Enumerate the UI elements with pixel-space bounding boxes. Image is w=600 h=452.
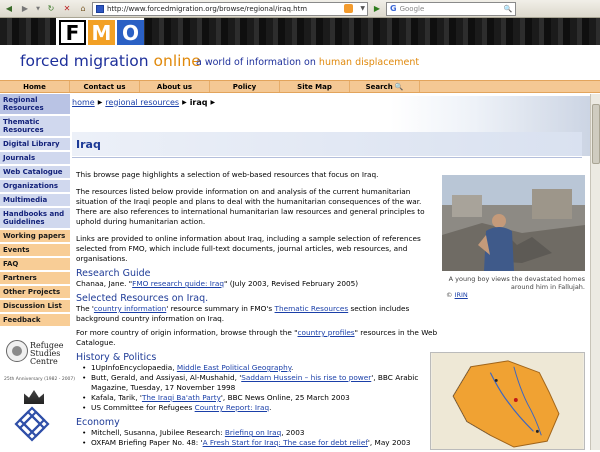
history-link[interactable]: Country Report: Iraq <box>194 403 270 412</box>
history-link[interactable]: The Iraqi Ba'ath Party <box>141 393 221 402</box>
history-link[interactable]: Saddam Hussein – his rise to power <box>241 373 372 382</box>
rsc-logo[interactable] <box>2 340 76 388</box>
reload-icon[interactable]: ↻ <box>47 4 55 13</box>
research-guide-heading: Research Guide <box>76 268 151 279</box>
search-icon: 🔍 <box>394 82 404 91</box>
rsc-crest-icon <box>6 340 28 362</box>
text: ', BBC Arabic Magazine, Tuesday, 17 November 1998 <box>91 373 419 392</box>
history-heading: History & Politics <box>76 352 157 363</box>
search-box[interactable] <box>386 2 516 16</box>
nav-contact-us[interactable]: Contact us <box>70 81 140 92</box>
list-item <box>76 428 438 438</box>
list-item <box>76 373 438 393</box>
text: , 2003 <box>281 428 305 437</box>
text: 1UpInfoEncyclopaedia, <box>91 363 177 372</box>
nav-filler <box>420 81 600 92</box>
go-icon[interactable]: ▶ <box>373 4 381 13</box>
tagline-text: a world of information on <box>196 57 316 68</box>
breadcrumb-arrow-icon: ▶ <box>210 98 216 106</box>
dropdown-icon[interactable]: ▼ <box>36 5 40 12</box>
iraq-map[interactable] <box>430 352 585 450</box>
intro-text: This browse page highlights a selection of web-based resources that focus on Iraq. <box>76 170 379 179</box>
selected-resources-heading: Selected Resources on Iraq. <box>76 293 209 304</box>
site-banner <box>0 45 600 80</box>
text: " resources in the Web Catalogue. <box>76 328 438 347</box>
nav-site-map[interactable]: Site Map <box>280 81 350 92</box>
nav-policy[interactable]: Policy <box>210 81 280 92</box>
page-title: Iraq <box>72 132 582 156</box>
text: Kafala, Tarik, ' <box>91 393 142 402</box>
country-information-link[interactable]: country information <box>93 304 167 313</box>
url-text: http://www.forcedmigration.org/browse/regional/iraq.htm <box>107 4 308 13</box>
list-item <box>76 393 438 403</box>
crown-icon <box>24 390 44 404</box>
logo-letter-f: F <box>59 20 86 45</box>
sidebar-item-working-papers[interactable]: Working papers <box>0 230 70 244</box>
sidebar <box>0 94 70 328</box>
thematic-resources-link[interactable]: Thematic Resources <box>274 304 349 313</box>
research-guide-date: (July 2003, Revised February 2005) <box>229 279 359 288</box>
economy-list <box>76 428 438 448</box>
browser-toolbar <box>0 0 600 18</box>
sidebar-item-digital-library[interactable]: Digital Library <box>0 138 70 152</box>
sidebar-item-organizations[interactable]: Organizations <box>0 180 70 194</box>
description-text: The resources listed below provide information on and analysis of the current humanitarian situation of the Iraqi people and plans to deal with the humanitarian consequences of the war. There are also references to international humanitarian law resources and general principles to uphold during humanitarian action. <box>76 187 425 226</box>
selected-line-2 <box>76 328 438 348</box>
rsc-anniversary: 25th Anniversary (1982 - 2007) <box>4 377 76 382</box>
photo-caption-block <box>442 275 585 299</box>
search-placeholder: Google <box>399 4 425 13</box>
home-icon[interactable]: ⌂ <box>80 4 86 13</box>
economy-link[interactable]: A Fresh Start for Iraq: The case for debt relief <box>202 438 368 447</box>
research-guide-entry: Chanaa, Jane. "FMO research guide: Iraq" (July 2003, Revised February 2005) <box>76 279 359 288</box>
photo-credit-link[interactable]: IRIN <box>454 291 468 299</box>
breadcrumb-regional[interactable]: regional resources <box>105 97 180 107</box>
site-title <box>20 52 201 70</box>
sidebar-item-thematic-resources[interactable]: Thematic Resources <box>0 116 70 138</box>
history-link[interactable]: Middle East Political Geography <box>176 363 291 372</box>
nav-home[interactable]: Home <box>0 81 70 92</box>
sidebar-item-faq[interactable]: FAQ <box>0 258 70 272</box>
sidebar-item-handbooks[interactable]: Handbooks and Guidelines <box>0 208 70 230</box>
sidebar-item-partners[interactable]: Partners <box>0 272 70 286</box>
main-content <box>76 170 438 452</box>
links-text: Links are provided to online information about Iraq, including a sample selection of references selected from FMO, which include full-text documents, journal articles, web resources, and organisations. <box>76 234 421 263</box>
breadcrumb <box>72 96 412 108</box>
country-profiles-link[interactable]: country profiles <box>297 328 355 337</box>
history-list <box>76 363 438 413</box>
text: ', May 2003 <box>367 438 411 447</box>
knot-logo-icon[interactable] <box>12 404 52 444</box>
text: . <box>269 403 272 412</box>
list-item <box>76 403 438 413</box>
stop-icon[interactable]: ✕ <box>63 4 71 13</box>
scrollbar-thumb[interactable] <box>592 104 600 164</box>
nav-search-label: Search <box>365 82 393 91</box>
sidebar-item-events[interactable]: Events <box>0 244 70 258</box>
search-icon[interactable]: 🔍 <box>503 4 513 13</box>
text: Butt, Gerald, and Assiyasi, Al-Mushahid, ' <box>91 373 242 382</box>
sidebar-item-multimedia[interactable]: Multimedia <box>0 194 70 208</box>
economy-heading: Economy <box>76 417 120 428</box>
google-icon: G <box>390 4 397 13</box>
text: . <box>290 363 294 372</box>
main-nav <box>0 80 600 93</box>
site-tagline <box>196 57 419 68</box>
nav-search[interactable] <box>350 81 420 92</box>
tagline-highlight: human displacement <box>318 57 420 68</box>
rss-feed-icon[interactable] <box>344 4 353 13</box>
list-item <box>76 363 438 373</box>
text: US Committee for Refugees <box>91 403 195 412</box>
logo-letter-m: M <box>88 20 115 45</box>
text: section includes background country information on Iraq. <box>76 304 410 323</box>
page-scrollbar[interactable] <box>590 94 600 450</box>
research-guide-author: Chanaa, Jane. <box>76 279 127 288</box>
breadcrumb-arrow-icon: ▶ <box>97 98 103 106</box>
text: ' resource summary in FMO's <box>166 304 275 313</box>
selected-line-1 <box>76 304 438 324</box>
sidebar-item-feedback[interactable]: Feedback <box>0 314 70 328</box>
rsc-name: Refugee Studies Centre <box>30 341 64 366</box>
logo-letter-o: O <box>117 20 144 45</box>
site-title-main: forced migration <box>20 52 149 70</box>
nav-about-us[interactable]: About us <box>140 81 210 92</box>
fallujah-photo <box>442 175 585 271</box>
economy-link[interactable]: Briefing on Iraq <box>224 428 282 437</box>
photo-caption: A young boy views the devastated homes around him in Fallujah. <box>448 275 585 291</box>
address-bar[interactable] <box>92 2 368 16</box>
text: Mitchell, Susanna, Jubilee Research: <box>91 428 225 437</box>
photo-credit-line: © IRIN <box>446 291 468 299</box>
breadcrumb-current: iraq <box>189 97 208 107</box>
sidebar-item-other-projects[interactable]: Other Projects <box>0 286 70 300</box>
url-dropdown-icon[interactable]: ▼ <box>360 5 365 12</box>
site-title-online: online <box>153 52 201 70</box>
text: For more country of origin information, browse through the " <box>76 328 298 337</box>
text: OXFAM Briefing Paper No. 48: ' <box>91 438 203 447</box>
back-icon[interactable]: ◀ <box>5 4 13 13</box>
breadcrumb-arrow-icon: ▶ <box>182 98 187 106</box>
sidebar-item-journals[interactable]: Journals <box>0 152 70 166</box>
forward-icon[interactable]: ▶ <box>21 4 29 13</box>
breadcrumb-home[interactable]: home <box>72 97 95 107</box>
list-item <box>76 438 438 448</box>
sidebar-item-web-catalogue[interactable]: Web Catalogue <box>0 166 70 180</box>
title-divider <box>72 157 582 158</box>
favicon-icon <box>96 5 104 13</box>
sidebar-item-regional-resources[interactable]: Regional Resources <box>0 94 70 116</box>
sidebar-item-discussion-list[interactable]: Discussion List <box>0 300 70 314</box>
research-guide-link[interactable]: FMO research guide: Iraq <box>132 279 225 288</box>
text: ', BBC News Online, 25 March 2003 <box>220 393 350 402</box>
text: The ' <box>76 304 94 313</box>
fmo-logo[interactable] <box>59 20 144 45</box>
